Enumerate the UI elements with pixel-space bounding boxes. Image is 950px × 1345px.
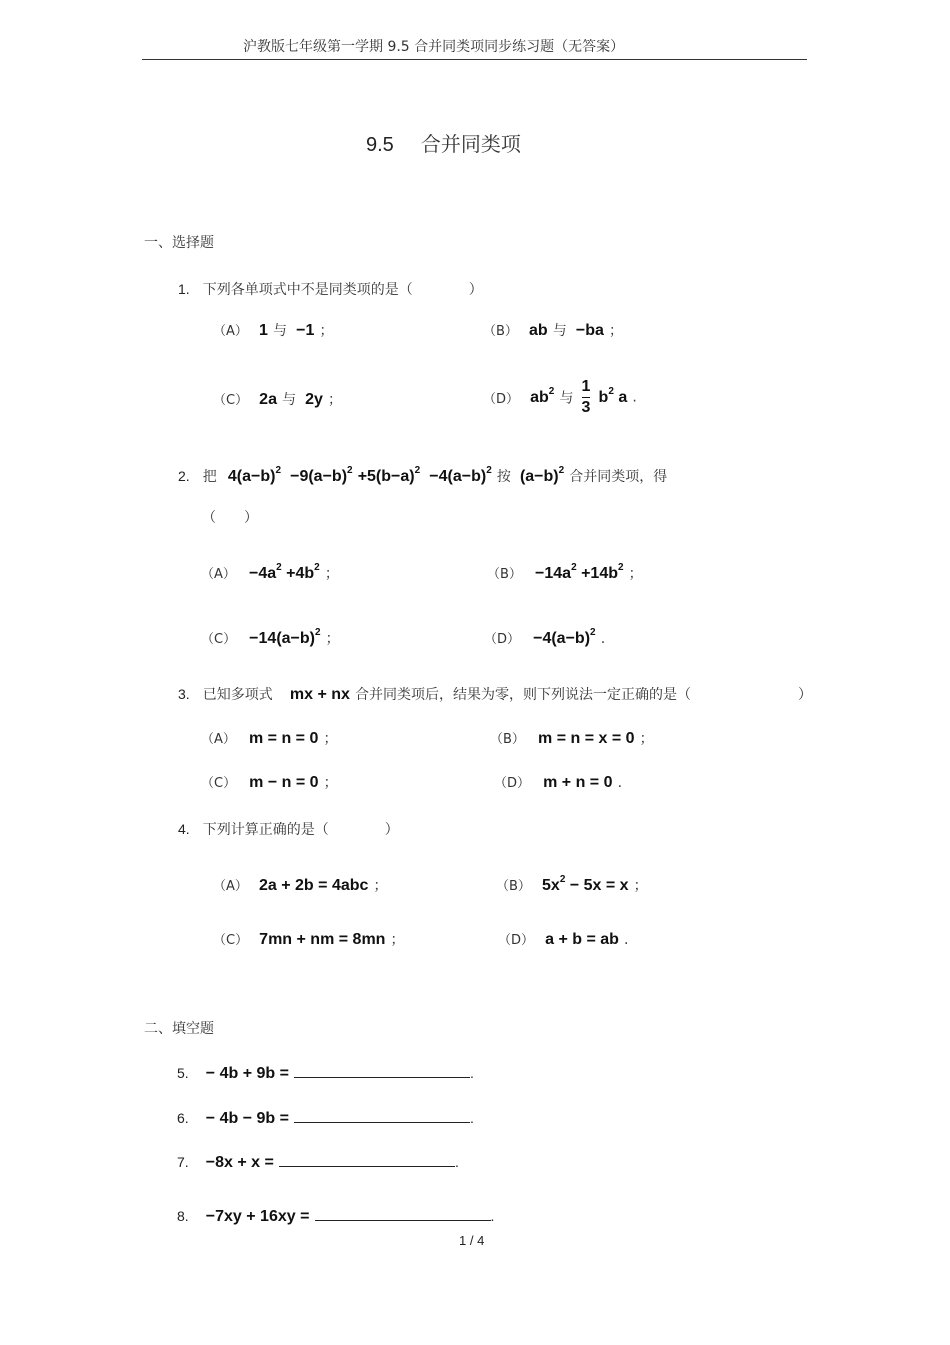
option-label: （C）	[213, 933, 249, 948]
question-text: 合并同类项，得	[569, 469, 668, 485]
question-number: 6.	[177, 1110, 189, 1126]
question-4-stem	[178, 819, 399, 839]
math-expr: $-4a^2 +4b^2$	[249, 561, 320, 582]
math-expr: $-9(a-b)^2$	[290, 464, 353, 485]
page-number: 1 / 4	[459, 1233, 485, 1248]
answer-paren-close: ）	[798, 687, 812, 703]
punct: .	[470, 1065, 474, 1081]
math-expr: $ab^2$	[530, 385, 555, 407]
fraction-denominator: 3	[581, 399, 591, 416]
option-label: （B）	[487, 567, 522, 582]
q2-option-b[interactable]	[487, 563, 643, 583]
punct: ；	[390, 932, 405, 948]
punct: ；	[633, 878, 648, 894]
q1-option-b[interactable]	[483, 320, 623, 340]
math-expr: $(a-b)^2$	[519, 464, 565, 485]
math-expr: 2y	[305, 391, 323, 408]
question-text: 已知多项式	[202, 687, 273, 703]
option-label: （C）	[213, 393, 249, 408]
question-number: 3.	[178, 686, 190, 702]
question-number: 2.	[178, 468, 190, 484]
math-expr: −ba	[575, 322, 604, 339]
q4-option-a[interactable]	[213, 875, 388, 895]
q3-option-a[interactable]	[201, 728, 337, 748]
punct: ；	[628, 566, 643, 582]
page-title	[366, 128, 521, 157]
answer-blank[interactable]	[315, 1206, 491, 1221]
header-rule	[142, 59, 807, 60]
option-label: （D）	[498, 933, 535, 948]
question-text: 合并同类项后，结果为零，则下列说法一定正确的是（	[355, 687, 691, 703]
math-expr: m − n = 0	[249, 774, 319, 791]
punct: ；	[323, 775, 338, 791]
question-3-stem	[178, 684, 691, 704]
q2-option-a[interactable]	[201, 563, 339, 583]
page-header: 沪教版七年级第一学期 9.5 合并同类项同步练习题（无答案）	[243, 39, 625, 55]
math-expr: −1	[296, 322, 315, 339]
option-label: （C）	[201, 776, 237, 791]
math-expr: $-14a^2 +14b^2$	[535, 561, 624, 582]
option-label: （A）	[213, 879, 248, 894]
conjunction: 与	[552, 323, 567, 339]
question-number: 7.	[177, 1154, 189, 1170]
option-label: （A）	[201, 567, 236, 582]
punct: .	[617, 775, 623, 791]
fill-question-7	[177, 1152, 459, 1172]
option-label: （A）	[213, 324, 248, 339]
answer-blank[interactable]	[279, 1152, 455, 1167]
question-1-stem	[178, 279, 483, 299]
conjunction: 与	[559, 390, 574, 407]
title-text: 合并同类项	[420, 132, 521, 156]
punct: ；	[373, 878, 388, 894]
option-label: （D）	[483, 392, 520, 407]
question-text: 下列计算正确的是（ ）	[202, 822, 399, 838]
option-label: （B）	[483, 324, 518, 339]
question-text: 把	[202, 469, 217, 485]
math-expr: $-4(a-b)^2$	[533, 626, 596, 647]
question-2-stem	[178, 466, 667, 486]
q2-option-c[interactable]	[201, 628, 340, 648]
fraction	[582, 378, 591, 417]
math-expr: $+5(b-a)^2$	[357, 464, 421, 485]
punct: ；	[328, 392, 343, 408]
math-expr: m + n = 0	[543, 774, 613, 791]
option-label: （D）	[494, 776, 531, 791]
option-label: （B）	[496, 879, 531, 894]
math-expr: $4(a-b)^2$	[227, 464, 282, 485]
punct: .	[470, 1110, 474, 1126]
q4-option-b[interactable]	[496, 875, 648, 895]
fill-question-5	[177, 1063, 474, 1083]
math-expr: −7xy + 16xy =	[205, 1208, 310, 1225]
math-expr: −8x + x =	[205, 1154, 274, 1171]
question-text: 按	[496, 469, 511, 485]
question-number: 1.	[178, 281, 190, 297]
fraction-numerator: 1	[581, 378, 591, 395]
math-expr: a + b = ab	[545, 931, 619, 948]
punct: .	[600, 631, 606, 647]
math-expr: − 4b + 9b =	[205, 1065, 289, 1082]
punct: ；	[324, 566, 339, 582]
q3-option-c[interactable]	[201, 772, 338, 792]
punct: ；	[319, 323, 334, 339]
option-label: （B）	[490, 732, 525, 747]
math-expr: m = n = x = 0	[538, 730, 635, 747]
fill-question-6	[177, 1108, 474, 1128]
q3-option-d[interactable]	[494, 772, 622, 792]
math-expr: − 4b − 9b =	[205, 1110, 289, 1127]
title-number: 9.5	[366, 134, 394, 156]
math-expr: m = n = 0	[249, 730, 319, 747]
math-expr: mx + nx	[289, 686, 350, 703]
q1-option-d[interactable]	[483, 378, 637, 417]
punct: ；	[323, 731, 338, 747]
option-label: （A）	[201, 732, 236, 747]
q1-option-a[interactable]	[213, 320, 333, 340]
math-expr: 2a	[259, 391, 277, 408]
q1-option-c[interactable]	[213, 389, 342, 409]
option-label: （D）	[484, 632, 521, 647]
answer-paren: （ ）	[202, 510, 258, 526]
conjunction: 与	[273, 323, 287, 339]
punct: ；	[325, 631, 340, 647]
q3-option-b[interactable]	[490, 728, 654, 748]
math-expr: $5x^2 - 5x = x$	[542, 873, 629, 894]
punct: .	[490, 1208, 495, 1224]
q2-option-d[interactable]	[484, 628, 605, 648]
question-text: 下列各单项式中不是同类项的是（ ）	[202, 282, 483, 298]
answer-blank[interactable]	[294, 1063, 470, 1078]
question-number: 5.	[177, 1065, 189, 1081]
q4-option-d[interactable]	[498, 929, 628, 949]
math-expr: 2a + 2b = 4abc	[259, 877, 369, 894]
conjunction: 与	[282, 392, 297, 408]
punct: ；	[608, 323, 623, 339]
math-expr: ab	[529, 322, 548, 339]
q4-option-c[interactable]	[213, 929, 405, 949]
punct: .	[632, 389, 637, 406]
math-expr: $-14(a-b)^2$	[249, 626, 321, 647]
math-expr: $b^2$ a	[598, 385, 628, 407]
math-expr: $-4(a-b)^2$	[429, 464, 492, 485]
question-number: 4.	[178, 821, 190, 837]
question-number: 8.	[177, 1208, 189, 1224]
section-heading-fill: 二、填空题	[144, 1021, 214, 1037]
fill-question-8	[177, 1206, 494, 1226]
math-expr: 7mn + nm = 8mn	[259, 931, 386, 948]
answer-blank[interactable]	[294, 1108, 470, 1123]
punct: ；	[639, 731, 654, 747]
punct: .	[624, 932, 629, 948]
section-heading-choice: 一、选择题	[144, 235, 214, 251]
punct: .	[454, 1154, 459, 1170]
option-label: （C）	[201, 632, 237, 647]
math-expr: 1	[259, 322, 268, 339]
